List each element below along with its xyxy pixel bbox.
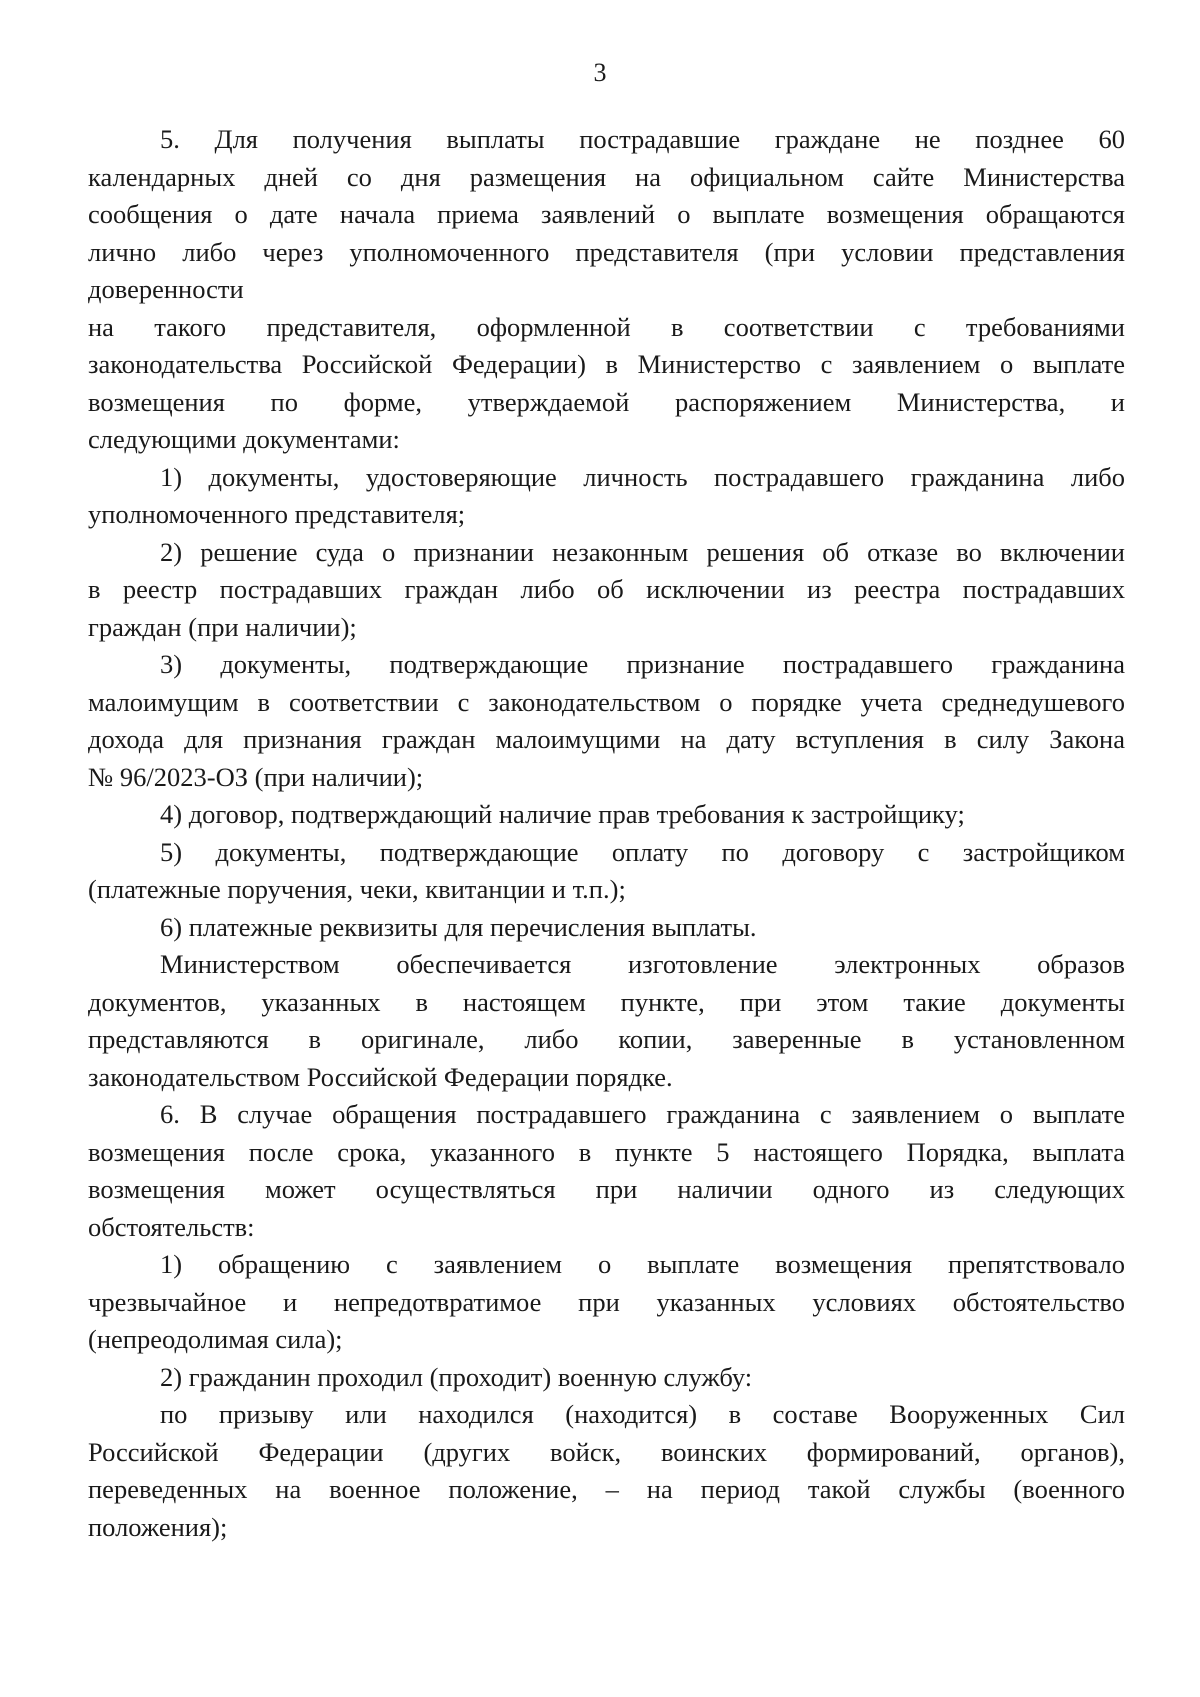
text-line: (платежные поручения, чеки, квитанции и т.п.); — [88, 874, 626, 904]
text-line: 5. Для получения выплаты пострадавшие граждане не позднее 60 — [160, 124, 1125, 154]
text-line: № 96/2023-ОЗ (при наличии); — [88, 761, 424, 792]
text-line: 6. В случае обращения пострадавшего гражданина с заявлением о выплате — [160, 1099, 1125, 1129]
text-line: доверенности — [88, 274, 244, 304]
text-line: уполномоченного представителя; — [88, 499, 466, 529]
text-line: 3) документы, подтверждающие признание пострадавшего гражданина — [160, 649, 1125, 679]
paragraph-p6-2 — [88, 1359, 1125, 1397]
text-line: следующими документами: — [88, 424, 400, 454]
text-line: лично либо через уполномоченного представителя (при условии представления — [88, 236, 1125, 267]
paragraph-p5-2 — [88, 534, 1125, 647]
text-line: на такого представителя, оформленной в соответствии с требованиями — [88, 311, 1125, 342]
text-line: 1) документы, удостоверяющие личность пострадавшего гражданина либо — [160, 461, 1125, 492]
text-line: 2) гражданин проходил (проходит) военную службу: — [160, 1361, 753, 1392]
text-line: сообщения о дате начала приема заявлений о выплате возмещения обращаются — [88, 199, 1125, 229]
text-line: возмещения после срока, указанного в пункте 5 настоящего Порядка, выплата — [88, 1136, 1125, 1167]
text-line: возмещения по форме, утверждаемой распоряжением Министерства, и — [88, 386, 1125, 417]
text-line: (непреодолимая сила); — [88, 1324, 343, 1354]
text-line: законодательством Российской Федерации порядке. — [88, 1061, 673, 1092]
paragraph-p5-3 — [88, 646, 1125, 796]
text-line: положения); — [88, 1511, 228, 1542]
text-line: в реестр пострадавших граждан либо об исключении из реестра пострадавших — [88, 574, 1125, 604]
text-line: Российской Федерации (других войск, воинских формирований, органов), — [88, 1436, 1125, 1467]
paragraph-p6-2a — [88, 1396, 1125, 1546]
text-line: малоимущим в соответствии с законодательством о порядке учета среднедушевого — [88, 686, 1125, 717]
text-line: законодательства Российской Федерации) в Министерство с заявлением о выплате — [88, 349, 1125, 379]
text-line: 4) договор, подтверждающий наличие прав требования к застройщику; — [160, 799, 965, 829]
text-line: Министерством обеспечивается изготовление электронных образов — [160, 949, 1125, 979]
page-number: 3 — [593, 58, 607, 87]
text-line: обстоятельств: — [88, 1211, 255, 1242]
text-line: по призыву или находился (находится) в составе Вооруженных Сил — [160, 1399, 1125, 1429]
text-line: граждан (при наличии); — [88, 611, 357, 642]
text-line: представляются в оригинале, либо копии, заверенные в установленном — [88, 1024, 1125, 1054]
text-line: чрезвычайное и непредотвратимое при указанных условиях обстоятельство — [88, 1286, 1125, 1317]
text-line: 5) документы, подтверждающие оплату по договору с застройщиком — [160, 836, 1125, 867]
paragraph-p5-6 — [88, 909, 1125, 947]
text-line: 1) обращению с заявлением о выплате возмещения препятствовало — [160, 1249, 1125, 1279]
text-line: документов, указанных в настоящем пункте, при этом такие документы — [88, 986, 1125, 1017]
paragraph-p6 — [88, 1096, 1125, 1246]
paragraph-p5-1 — [88, 459, 1125, 534]
text-line: 6) платежные реквизиты для перечисления выплаты. — [160, 911, 757, 942]
text-line: календарных дней со дня размещения на официальном сайте Министерства — [88, 161, 1125, 192]
paragraph-p5-tail — [88, 946, 1125, 1096]
paragraph-p5 — [88, 121, 1125, 459]
paragraph-p6-1 — [88, 1246, 1125, 1359]
text-line: 2) решение суда о признании незаконным решения об отказе во включении — [160, 536, 1125, 567]
paragraph-p5-5 — [88, 834, 1125, 909]
document-body — [88, 121, 1125, 1546]
text-line: дохода для признания граждан малоимущими на дату вступления в силу Закона — [88, 724, 1125, 754]
paragraph-p5-4 — [88, 796, 1125, 834]
text-line: переведенных на военное положение, – на период такой службы (военного — [88, 1474, 1125, 1504]
text-line: возмещения может осуществляться при наличии одного из следующих — [88, 1174, 1125, 1204]
